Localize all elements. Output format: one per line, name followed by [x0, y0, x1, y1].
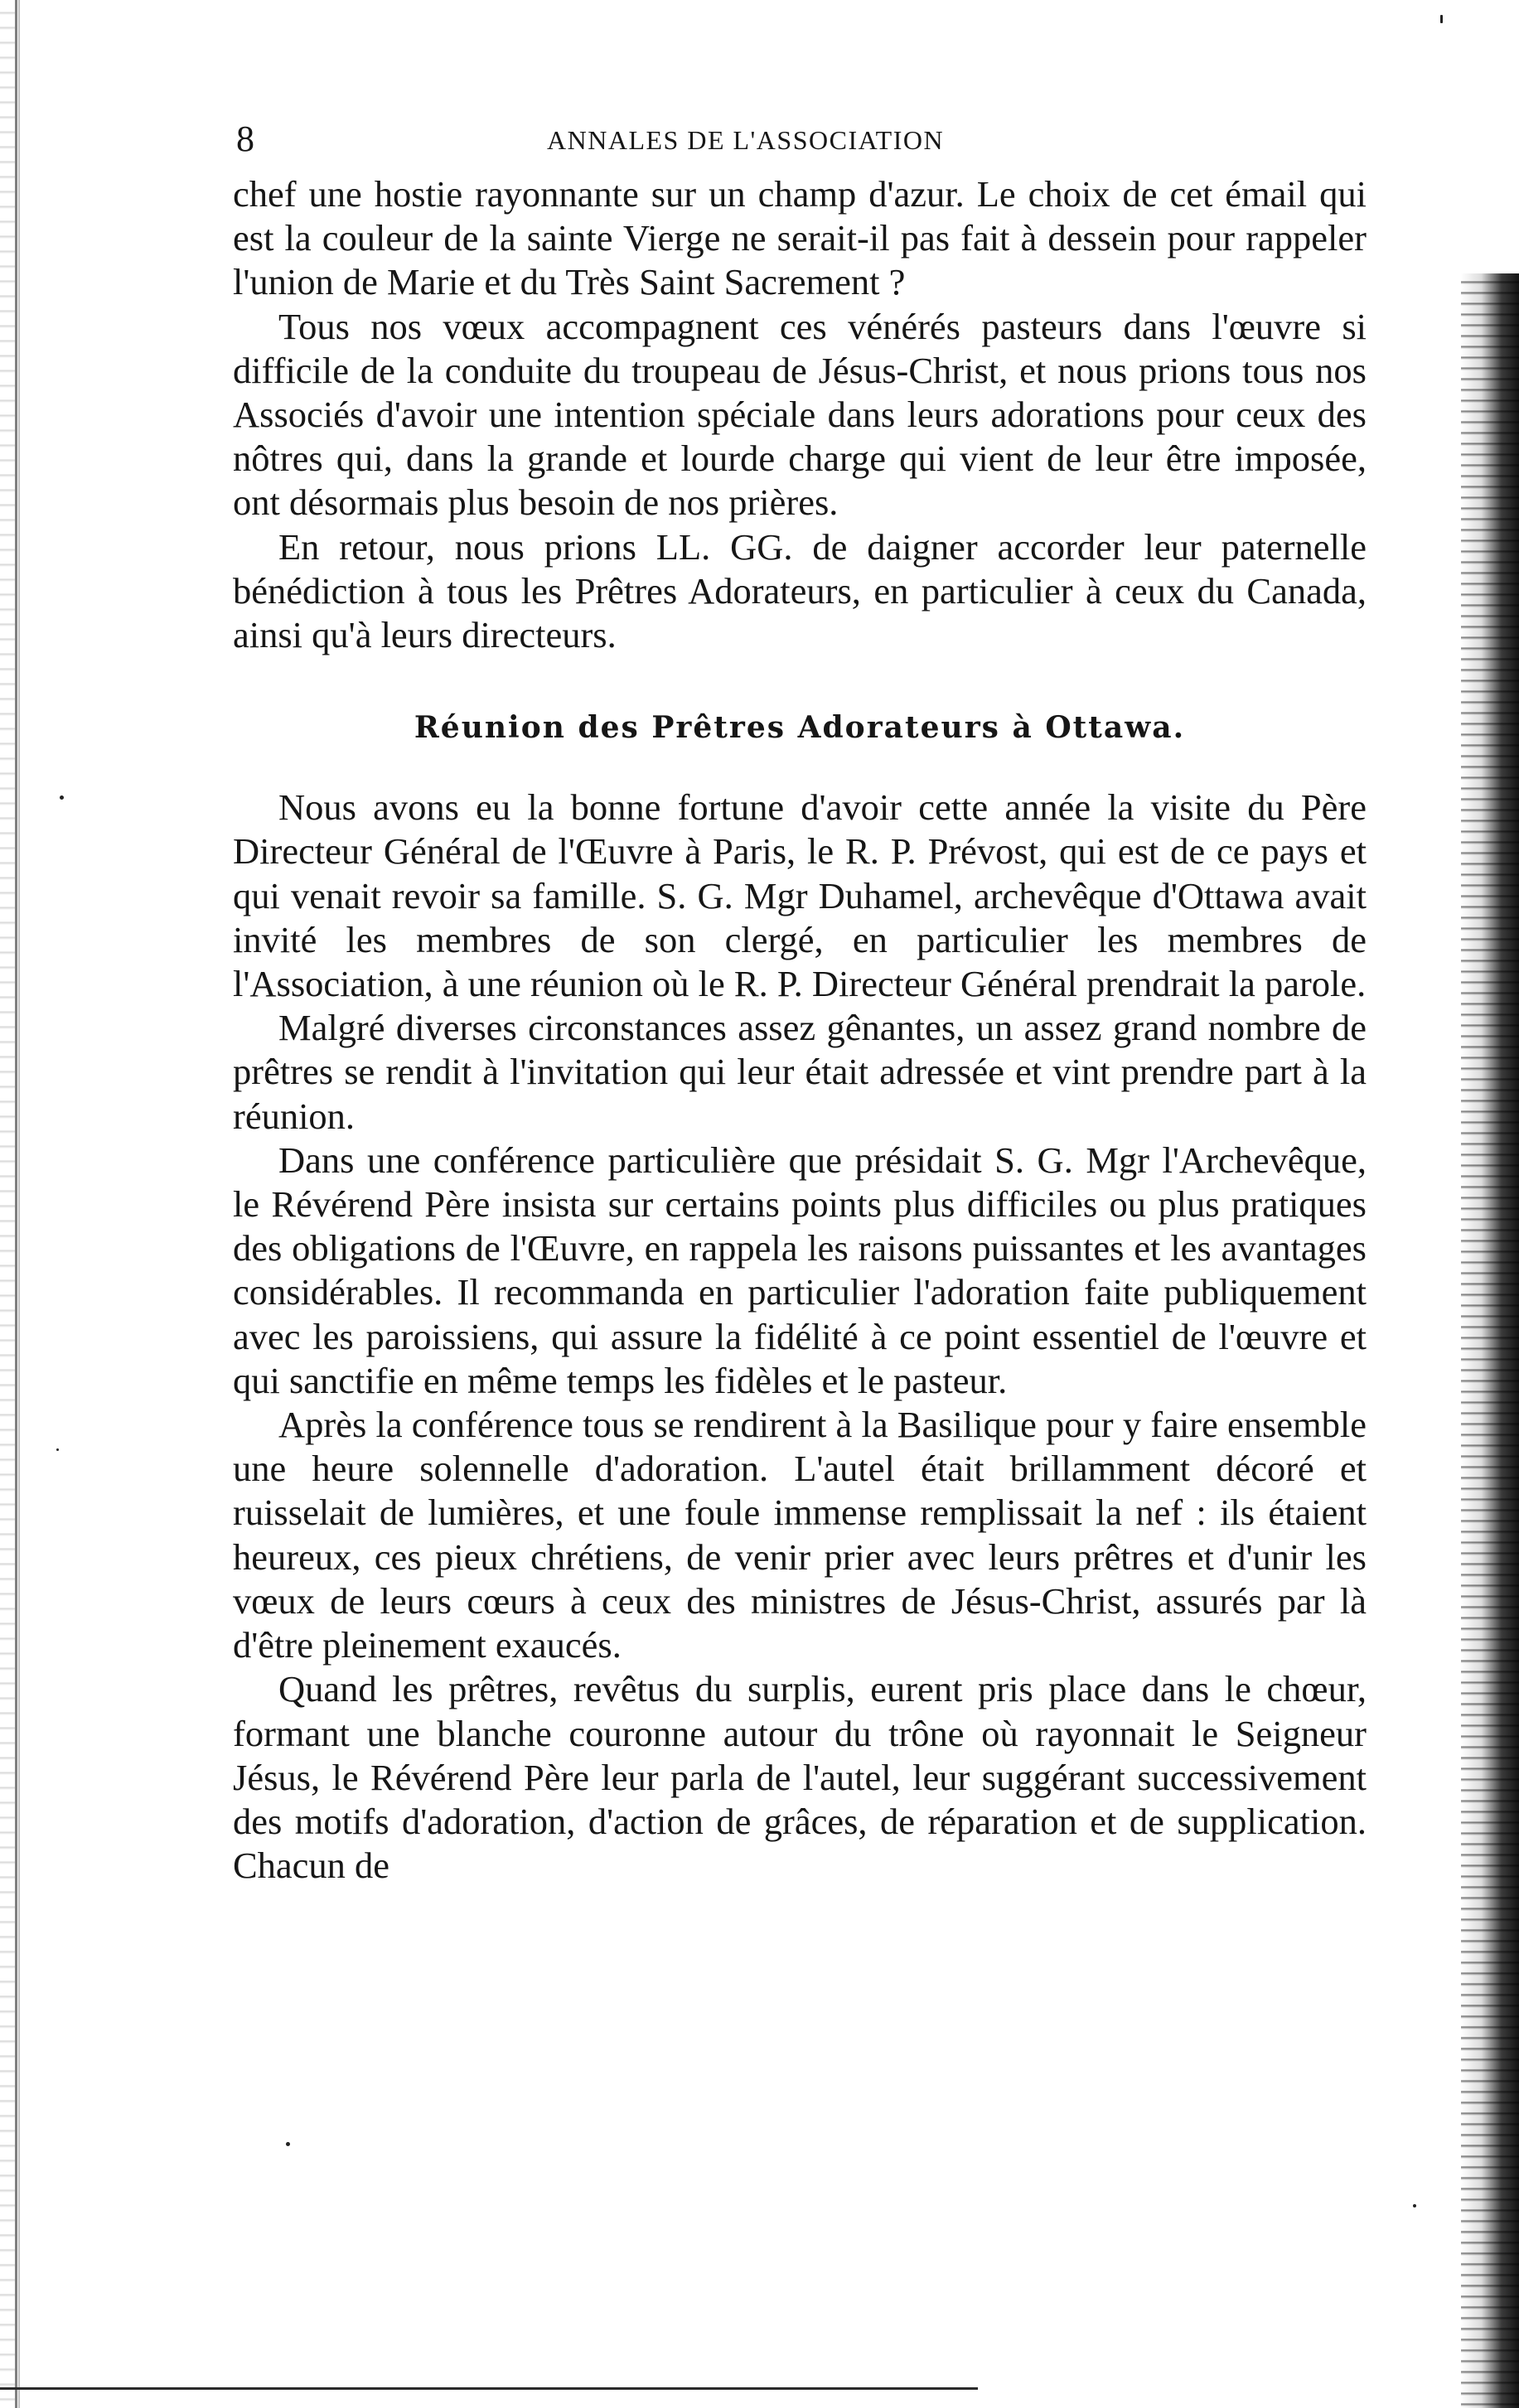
scan-speck — [60, 795, 64, 800]
scan-left-edge — [0, 0, 17, 2408]
scan-speck — [1440, 15, 1443, 23]
scan-speck — [1413, 2204, 1416, 2207]
scan-right-edge — [1461, 273, 1519, 2408]
page-header — [236, 114, 1380, 164]
paragraph: Nous avons eu la bonne fortune d'avoir cette année la visite du Père Directeur Général de l'Œuvre à Paris, le R. P. Prévost, qui est de ce pays et qui venait revoir sa famille. S. G. Mgr Duhamel, archevêque d'Ottawa avait invité les membres de son clergé, en particulier les membres de l'Association, à une réunion où le R. P. Directeur Général prendrait la parole. — [233, 786, 1367, 1005]
body-text — [233, 172, 1367, 1888]
paragraph: Dans une conférence particulière que présidait S. G. Mgr l'Archevêque, le Révérend Père insista sur certains points plus difficiles ou plus pratiques des obligations de l'Œuvre, en rappela les raisons puissantes et les avantages considérables. Il recommanda en particulier l'adoration faite publiquement avec les paroissiens, qui assure la fidélité à ce point essentiel de l'œuvre et qui sanctifie en même temps les fidèles et le pasteur. — [233, 1139, 1367, 1401]
scan-speck — [286, 2142, 290, 2146]
paragraph: En retour, nous prions LL. GG. de daigner accorder leur paternelle bénédiction à tous les Prêtres Adorateurs, en particulier à ceux du Canada, ainsi qu'à leurs directeurs. — [233, 525, 1367, 656]
paragraph: Après la conférence tous se rendirent à la Basilique pour y faire ensemble une heure solennelle d'adoration. L'autel était brillamment décoré et ruisselait de lumières, et une foule immense remplissait la nef : ils étaient heureux, ces pieux chrétiens, de venir prier avec leurs prêtres et d'unir les vœux de leurs cœurs à ceux des ministres de Jésus-Christ, assurés par là d'être pleinement exaucés. — [233, 1404, 1367, 1666]
running-head: ANNALES DE L'ASSOCIATION — [547, 125, 945, 155]
scan-bottom-edge — [0, 2387, 978, 2390]
scan-left-line — [18, 0, 20, 2408]
paragraph: Quand les prêtres, revêtus du surplis, eurent pris place dans le chœur, formant une blanche couronne autour du trône où rayonnait le Seigneur Jésus, le Révérend Père leur parla de l'autel, leur suggérant successivement des motifs d'adoration, d'action de grâces, de réparation et de supplication. Chacun de — [233, 1668, 1367, 1887]
scan-speck — [56, 1448, 59, 1451]
paragraph: Malgré diverses circonstances assez gênantes, un assez grand nombre de prêtres se rendit à l'invitation qui leur était adressée et vint prendre part à la réunion. — [233, 1007, 1367, 1137]
section-title: Réunion des Prêtres Adorateurs à Ottawa. — [414, 710, 1186, 746]
paragraph: Tous nos vœux accompagnent ces vénérés pasteurs dans l'œuvre si difficile de la conduite du troupeau de Jésus-Christ, et nous prions tous nos Associés d'avoir une intention spéciale dans leurs adorations pour ceux des nôtres qui, dans la grande et lourde charge qui vient de leur être imposée, ont désormais plus besoin de nos prières. — [233, 305, 1367, 524]
page-number: 8 — [236, 118, 254, 159]
paragraph: chef une hostie rayonnante sur un champ d'azur. Le choix de cet émail qui est la couleur de la sainte Vierge ne serait-il pas fait à dessein pour rappeler l'union de Marie et du Très Saint Sacrement ? — [233, 173, 1367, 303]
